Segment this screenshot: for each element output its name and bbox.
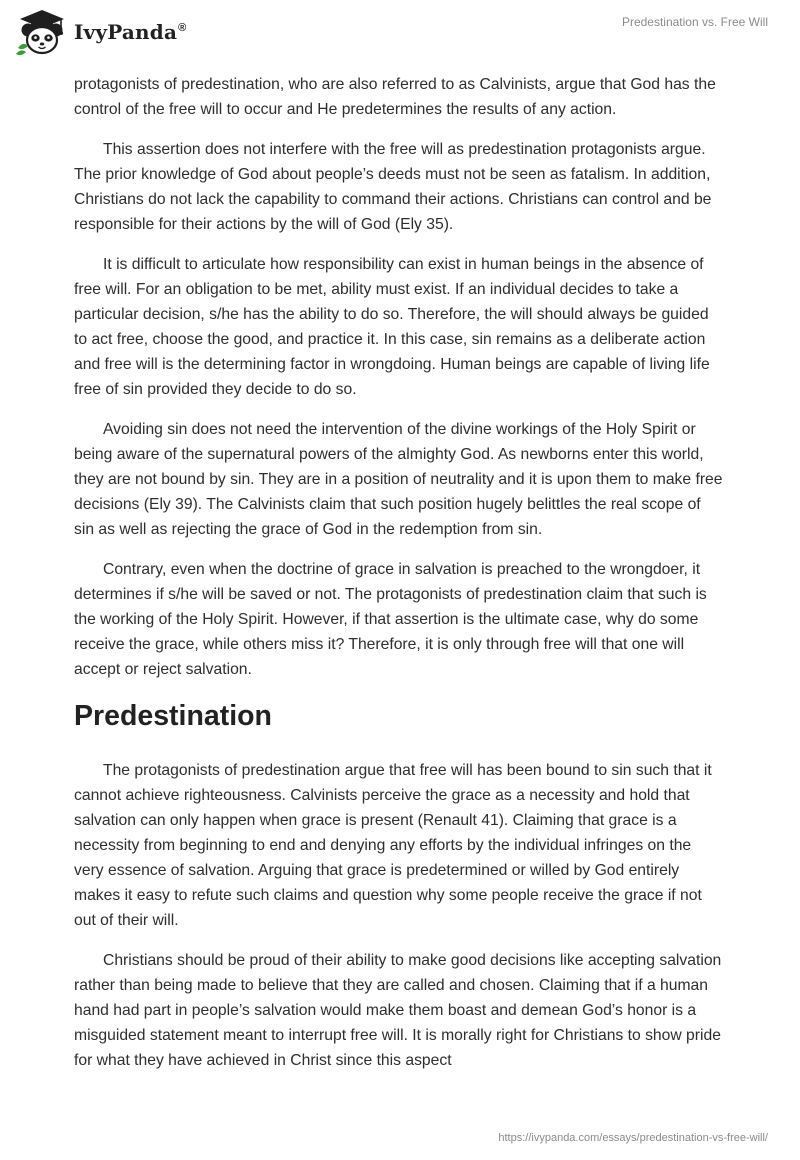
running-title: Predestination vs. Free Will (621, 15, 768, 29)
logo-wordmark (74, 20, 186, 44)
registered-mark: ® (178, 22, 187, 35)
page-header (0, 0, 800, 66)
paragraph: Christians should be proud of their ability to make good decisions like accepting salvation rather than being made to believe that they are called and chosen. Claiming that if a human hand had part in people’s salvation would make them boast and demean God’s honor is a misguided statement meant to interrupt free will. It is morally right for Christians to show pride for what they have achieved in Christ since this aspect (74, 952, 722, 1069)
paragraph: protagonists of predestination, who are also referred to as Calvinists, argue that God has the control of the free will to occur and He predetermines the results of any action. (74, 76, 716, 118)
paragraph: It is difficult to articulate how responsibility can exist in human beings in the absence of free will. For an obligation to be met, ability must exist. If an individual decides to take a particular decision, s/he has the ability to do so. Therefore, the will should always be guided to act free, choose the good, and practice it. In this case, sin remains as a deliberate action and free will is the determining factor in wrongdoing. Human beings are capable of living life free of sin provided they decide to do so. (74, 256, 710, 398)
paragraph: Contrary, even when the doctrine of grace in salvation is preached to the wrongdoer, it determines if s/he will be saved or not. The protagonists of predestination claim that such is the working of the Holy Spirit. However, if that assertion is the ultimate case, why do some receive the grace, while others miss it? Therefore, it is only through free will that one will accept or reject salvation. (74, 561, 707, 678)
essay-body (74, 72, 724, 1088)
ivypanda-logo[interactable] (14, 8, 186, 56)
logo-name: IvyPanda (74, 20, 178, 44)
paragraph: The protagonists of predestination argue that free will has been bound to sin such that it cannot achieve righteousness. Calvinists perceive the grace as a necessity and hold that salvation can only happen when grace is present (Renault 41). Claiming that grace is a necessity from beginning to end and denying any efforts by the individual infringes on the very essence of salvation. Arguing that grace is predetermined or willed by God entirely makes it easy to refute such claims and question why some people receive the grace if not out of their will. (74, 762, 712, 929)
panda-graduate-icon (14, 8, 70, 56)
source-url[interactable]: https://ivypanda.com/essays/predestination-vs-free-will/ (498, 1132, 768, 1144)
paragraph: This assertion does not interfere with the free will as predestination protagonists argue. The prior knowledge of God about people’s deeds must not be seen as fatalism. In addition, Christians do not lack the capability to command their actions. Christians can control and be responsible for their actions by the will of God (Ely 35). (74, 141, 712, 233)
paragraph: Avoiding sin does not need the intervention of the divine workings of the Holy Spirit or being aware of the supernatural powers of the almighty God. As newborns enter this world, they are not bound by sin. They are in a position of neutrality and it is upon them to make free decisions (Ely 39). The Calvinists claim that such position hugely belittles the real scope of sin as well as rejecting the grace of God in the redemption from sin. (74, 421, 723, 538)
section-heading: Predestination (74, 700, 272, 732)
